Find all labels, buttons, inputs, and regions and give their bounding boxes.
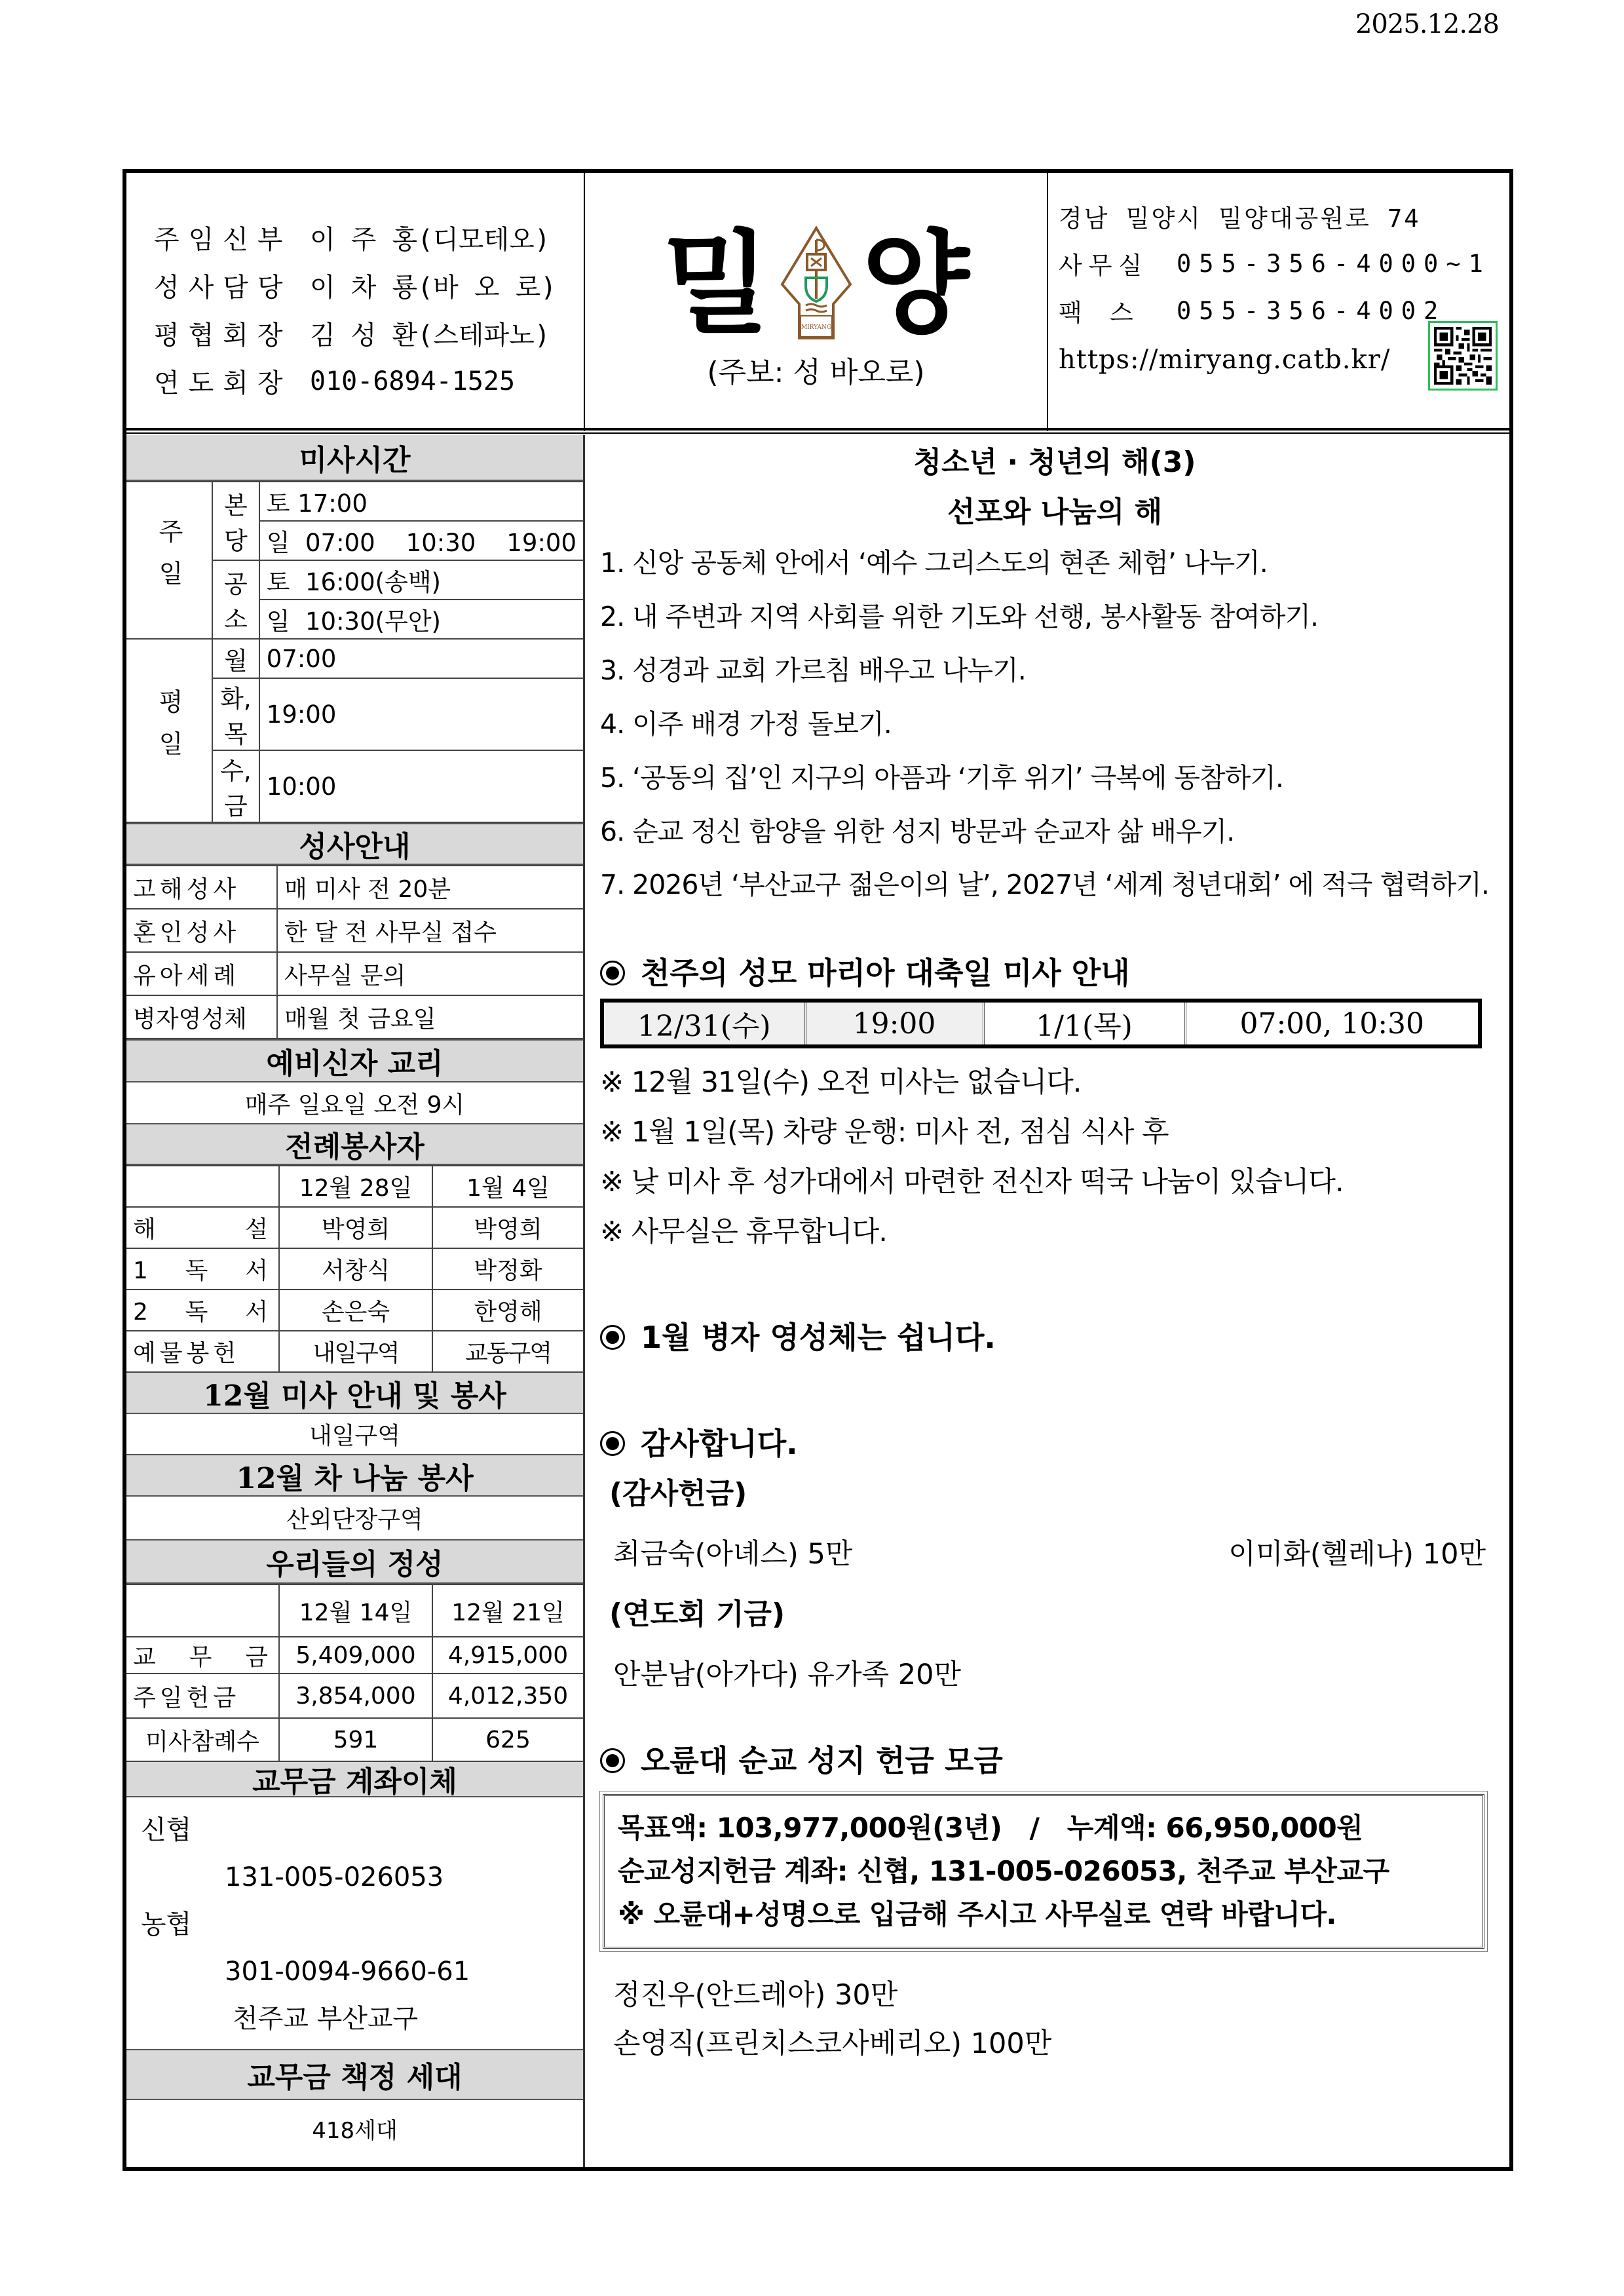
donor-entry: 안분남(아가다) 유가족 20만 [613, 1658, 961, 1691]
thanks-row [600, 1524, 1509, 1584]
weekday: 화,목 [212, 678, 259, 750]
theme-title-line2: 선포와 나눔의 해 [947, 495, 1163, 529]
weekday-time: 07:00 [259, 639, 583, 678]
donor-entry: 이미화(헬레나) 10만 [1228, 1538, 1486, 1571]
mass-place: 공소 [212, 560, 259, 639]
thanks-groups [600, 1464, 1509, 1705]
liturgy-server: 박영희 [279, 1207, 432, 1248]
liturgy-role: 해 설 [126, 1207, 279, 1248]
attendance-count: 625 [432, 1718, 583, 1761]
offering-label: 미사참례수 [126, 1718, 279, 1761]
sick-communion-title: 1월 병자 영성체는 쉽니다. [641, 1320, 996, 1355]
theme-item: 6. 순교 정신 함양을 위한 성지 방문과 순교자 삶 배우기. [600, 816, 1235, 847]
liturgy-corner [126, 1166, 279, 1207]
sacrament-value: 매월 첫 금요일 [277, 995, 583, 1039]
liturgy-date: 12월 28일 [279, 1166, 432, 1207]
fund-account-line: 순교성지헌금 계좌: 신협, 131-005-026053, 천주교 부산교구 [618, 1855, 1389, 1887]
theme-list [600, 536, 1509, 911]
thanks-group-heading: (감사헌금) [609, 1477, 747, 1510]
liturgy-role: 예물봉헌 [126, 1331, 279, 1372]
offerings-date: 12월 21일 [432, 1584, 583, 1637]
fund-goal-line: 목표액: 103,977,000원(3년) / 누계액: 66,950,000원 [618, 1812, 1363, 1844]
liturgy-title: 전례봉사자 [126, 1124, 583, 1165]
attendance-count: 591 [279, 1718, 432, 1761]
mass-time: 일 10:30(무안) [259, 600, 583, 639]
theme-item: 3. 성경과 교회 가르침 배우고 나누기. [600, 655, 1026, 686]
offerings-corner [126, 1584, 279, 1637]
staff-role: 연도회장 [154, 368, 292, 398]
weekday-time: 19:00 [259, 678, 583, 750]
office-label: 사무실 [1059, 252, 1149, 280]
liturgy-server: 손은숙 [279, 1290, 432, 1331]
bank-name: 농협 [141, 1909, 192, 1940]
liturgy-server: 한영해 [432, 1290, 583, 1331]
liturgy-server: 내일구역 [279, 1331, 432, 1372]
liturgy-server: 교동구역 [432, 1331, 583, 1372]
shrine-donor: 손영직(프린치스코사베리오) 100만 [613, 2027, 1052, 2060]
header-divider [126, 428, 1509, 430]
donor-entry [1486, 1645, 1509, 1705]
emblem-text: MIRYANG [801, 324, 831, 331]
staff-name: 김 성 환(스테파노) [310, 320, 550, 351]
staff-role: 평협회장 [154, 320, 292, 351]
offering-amount: 4,915,000 [432, 1637, 583, 1674]
office-phone-row [1059, 240, 1509, 287]
address: 경남 밀양시 밀양대공원로 74 [1059, 204, 1421, 233]
feast-notice-heading [600, 955, 1509, 991]
theme-item: 1. 신앙 공동체 안에서 ‘예수 그리스도의 현존 체험’ 나누기. [600, 547, 1268, 579]
feast-date: 12/31(수) [602, 1001, 805, 1046]
parish-patron: (주보: 성 바오로) [707, 356, 925, 389]
bank-name: 신협 [141, 1815, 192, 1845]
staff-row-sacrament [154, 261, 584, 309]
tea-service-title: 12월 차 나눔 봉사 [126, 1455, 583, 1497]
feast-notice-title: 천주의 성모 마리아 대축일 미사 안내 [641, 955, 1130, 991]
fund-instructions-line: ※ 오륜대+성명으로 입금해 주시고 사무실로 연락 바랍니다. [618, 1898, 1336, 1930]
shrine-fund-title: 오륜대 순교 성지 헌금 모금 [641, 1743, 1003, 1778]
logo-text-left: 밀 [662, 220, 770, 349]
website-link[interactable]: https://miryang.catb.kr/ [1059, 345, 1391, 375]
weekday-time: 10:00 [259, 750, 583, 822]
thanks-title: 감사합니다. [641, 1426, 798, 1461]
main-content [587, 435, 1509, 2167]
bullet-icon [600, 1325, 625, 1350]
feast-date: 1/1(목) [983, 1001, 1185, 1046]
theme-item: 4. 이주 배경 가정 돌보기. [600, 708, 892, 740]
sick-communion-heading [600, 1320, 1509, 1355]
mass-times-table [126, 481, 583, 823]
header-divider-inner [126, 432, 1509, 434]
bulletin-header [126, 173, 1509, 431]
account-holder: 천주교 부산교구 [233, 2004, 419, 2034]
theme-item: 2. 내 주변과 지역 사회를 위한 기도와 선행, 봉사활동 참여하기. [600, 601, 1319, 632]
staff-row-pastor [154, 214, 584, 261]
households-title: 교무금 책정 세대 [126, 2049, 583, 2100]
sacraments-title: 성사안내 [126, 823, 583, 865]
account-number[interactable]: 301-0094-9660-61 [225, 1957, 470, 1987]
feast-time: 19:00 [805, 1001, 983, 1046]
offering-label: 주일헌금 [126, 1674, 279, 1718]
sacrament-label: 고해성사 [126, 866, 277, 909]
shrine-donor: 정진우(안드레아) 30만 [613, 1979, 898, 2012]
sacrament-value: 한 달 전 사무실 접수 [277, 909, 583, 952]
account-number[interactable]: 131-005-026053 [225, 1862, 444, 1892]
theme-item: 5. ‘공동의 집’인 지구의 아픔과 ‘기후 위기’ 극복에 동참하기. [600, 762, 1283, 794]
thanks-row [600, 1645, 1509, 1705]
bank-accounts [126, 1797, 583, 2049]
sacrament-label: 유아세례 [126, 952, 277, 995]
offering-label: 교 무 금 [126, 1637, 279, 1674]
logo-text-right: 양 [861, 220, 970, 349]
liturgy-role: 2 독 서 [126, 1290, 279, 1331]
mass-time: 토 17:00 [259, 482, 583, 521]
staff-role: 주임신부 [154, 225, 292, 255]
weekday: 수,금 [212, 750, 259, 822]
theme-title-line1: 청소년 · 청년의 해(3) [913, 446, 1196, 479]
qr-code-icon[interactable] [1428, 321, 1498, 391]
staff-list [126, 173, 585, 431]
tea-service-value: 산외단장구역 [126, 1497, 583, 1540]
offering-amount: 5,409,000 [279, 1637, 432, 1674]
staff-name: 이 차 룡(바 오 로) [310, 273, 557, 303]
contact-block [1049, 173, 1509, 431]
staff-row-yeondo [154, 357, 584, 405]
fax-label: 팩 스 [1059, 299, 1140, 327]
bank-transfer-title: 교무금 계좌이체 [126, 1762, 583, 1797]
shrine-fund-box [603, 1794, 1484, 1949]
sacraments-table [126, 865, 583, 1039]
feast-note: ※ 사무실은 휴무합니다. [600, 1215, 887, 1248]
feast-note: ※ 낮 미사 후 성가대에서 마련한 전신자 떡국 나눔이 있습니다. [600, 1166, 1344, 1198]
staff-role: 성사담당 [154, 273, 292, 303]
catechumen-schedule: 매주 일요일 오전 9시 [126, 1082, 583, 1124]
feast-time: 07:00, 10:30 [1185, 1001, 1480, 1046]
households-count: 418세대 [312, 2117, 398, 2144]
bulletin-frame [123, 169, 1513, 2171]
feast-notes [600, 1058, 1509, 1257]
liturgy-server: 서창식 [279, 1248, 432, 1290]
catechumen-title: 예비신자 교리 [126, 1039, 583, 1082]
sidebar [126, 435, 585, 2167]
thanks-heading [600, 1428, 1509, 1459]
liturgy-server: 박정화 [432, 1248, 583, 1290]
december-mass-title: 12월 미사 안내 및 봉사 [126, 1373, 583, 1414]
mass-place: 본당 [212, 482, 259, 560]
shrine-fund-heading [600, 1743, 1509, 1778]
feast-mass-table [600, 999, 1482, 1048]
staff-phone: 010-6894-1525 [310, 366, 516, 396]
offering-amount: 3,854,000 [279, 1674, 432, 1718]
fax-number: 055-356-4002 [1177, 296, 1446, 325]
bullet-icon [600, 961, 625, 985]
sacrament-label: 병자영성체 [126, 995, 277, 1039]
bullet-icon [600, 1748, 625, 1773]
mass-time: 토 16:00(송백) [259, 560, 583, 600]
staff-row-council [154, 309, 584, 357]
staff-name: 이 주 홍(디모테오) [310, 225, 550, 255]
offerings-date: 12월 14일 [279, 1584, 432, 1637]
sacrament-value: 사무실 문의 [277, 952, 583, 995]
bullet-icon [600, 1431, 625, 1456]
shrine-donor-list [600, 1971, 1509, 2068]
sacrament-value: 매 미사 전 20분 [277, 866, 583, 909]
liturgy-table [126, 1165, 583, 1373]
parish-emblem-icon [777, 225, 856, 343]
offerings-table [126, 1584, 583, 1762]
december-mass-value: 내일구역 [126, 1414, 583, 1455]
mass-time: 일 07:00 10:30 19:00 [259, 521, 583, 560]
weekday-label: 평일 [126, 639, 212, 822]
mass-times-title: 미사시간 [126, 435, 583, 481]
offering-amount: 4,012,350 [432, 1674, 583, 1718]
liturgy-role: 1 독 서 [126, 1248, 279, 1290]
weekday: 월 [212, 639, 259, 678]
feast-note: ※ 12월 31일(수) 오전 미사는 없습니다. [600, 1066, 1082, 1099]
liturgy-date: 1월 4일 [432, 1166, 583, 1207]
sacrament-label: 혼인성사 [126, 909, 277, 952]
liturgy-server: 박영희 [432, 1207, 583, 1248]
office-phone: 055-356-4000~1 [1177, 249, 1491, 278]
offerings-title: 우리들의 정성 [126, 1540, 583, 1584]
thanks-group-heading: (연도회 기금) [609, 1598, 785, 1631]
parish-logo-block [585, 173, 1048, 431]
bulletin-date: 2025.12.28 [1355, 9, 1499, 39]
donor-entry: 최금숙(아녜스) 5만 [613, 1538, 853, 1571]
sunday-label: 주일 [126, 482, 212, 639]
theme-item: 7. 2026년 ‘부산교구 젊은이의 날’, 2027년 ‘세계 청년대회’ 에 적극 협력하기. [600, 869, 1489, 900]
feast-note: ※ 1월 1일(목) 차량 운행: 미사 전, 점심 식사 후 [600, 1116, 1169, 1149]
